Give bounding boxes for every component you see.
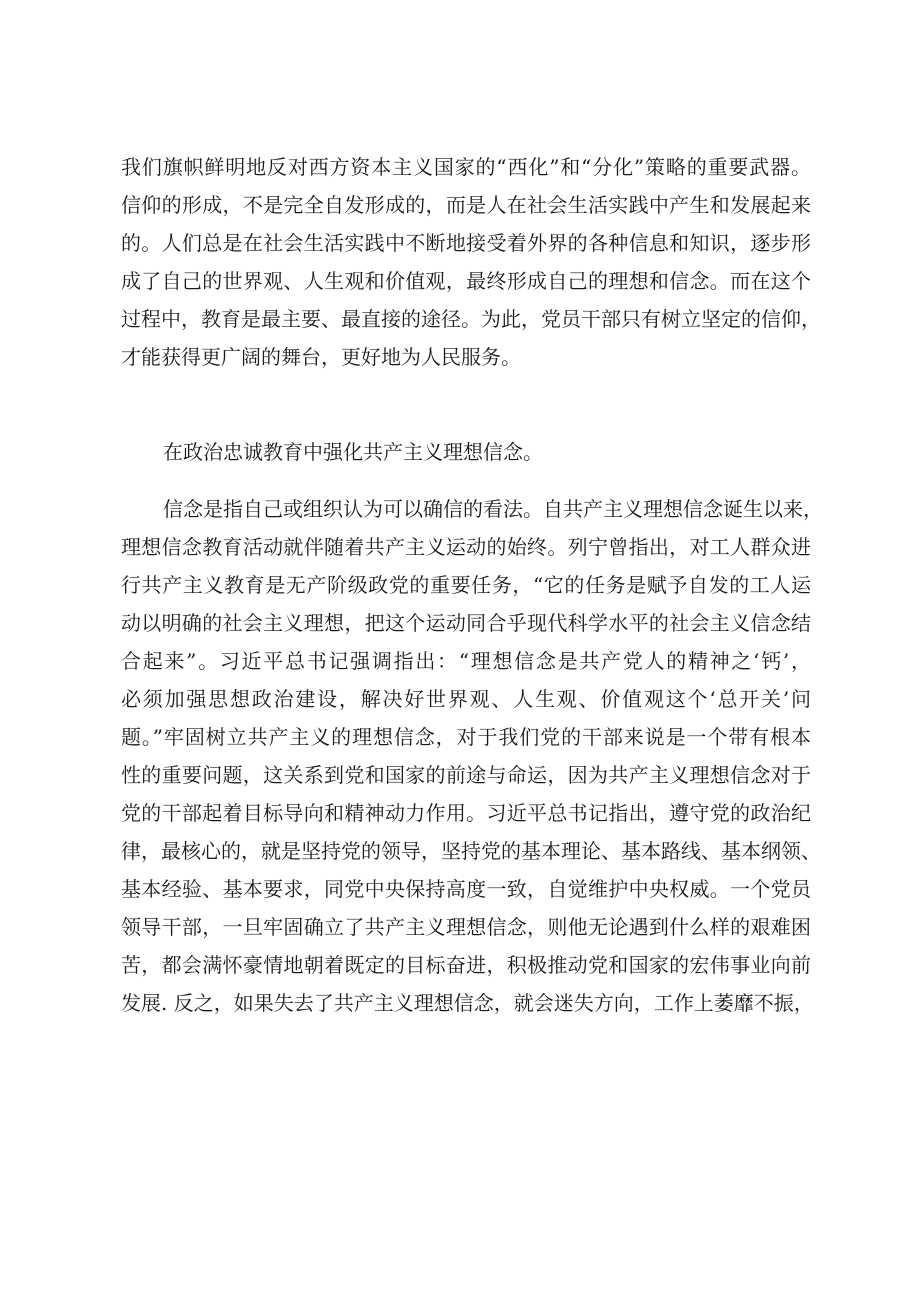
- paragraph-1: [121, 148, 821, 376]
- text-line: 理想信念教育活动就伴随着共产主义运动的始终。列宁曾指出，对工人群众进: [121, 535, 811, 559]
- text-line: 成了自己的世界观、人生观和价值观，最终形成自己的理想和信念。而在这个: [121, 269, 811, 293]
- text-line: 发展. 反之，如果失去了共产主义理想信念，就会迷失方向，工作上萎靡不振，: [121, 991, 814, 1015]
- text-line: 行共产主义教育是无产阶级政党的重要任务，“它的任务是赋予自发的工人运: [121, 573, 811, 597]
- text-line: 领导干部，一旦牢固确立了共产主义理想信念，则他无论遇到什么样的艰难困: [121, 915, 811, 939]
- text-line: 我们旗帜鲜明地反对西方资本主义国家的“西化”和“分化”策略的重要武器。: [121, 155, 811, 179]
- text-line: 基本经验、基本要求，同党中央保持高度一致，自觉维护中央权威。一个党员: [121, 877, 811, 901]
- text-line: 苦，都会满怀豪情地朝着既定的目标奋进，积极推动党和国家的宏伟事业向前: [121, 953, 811, 977]
- text-line: 信念是指自己或组织认为可以确信的看法。自共产主义理想信念诞生以来，: [163, 497, 823, 521]
- text-line: 过程中，教育是最主要、最直接的途径。为此，党员干部只有树立坚定的信仰，: [121, 307, 821, 331]
- text-line: 合起来”。习近平总书记强调指出：“理想信念是共产党人的精神之‘钙’，: [121, 649, 811, 673]
- text-line: 性的重要问题，这关系到党和国家的前途与命运，因为共产主义理想信念对于: [121, 763, 811, 787]
- text-line: 的。人们总是在社会生活实践中不断地接受着外界的各种信息和知识，逐步形: [121, 231, 811, 255]
- text-line: 动以明确的社会主义理想，把这个运动同合乎现代科学水平的社会主义信念结: [121, 611, 811, 635]
- text-line: 题。”牢固树立共产主义的理想信念，对于我们党的干部来说是一个带有根本: [121, 725, 811, 749]
- text-line: 律，最核心的，就是坚持党的领导，坚持党的基本理论、基本路线、基本纲领、: [121, 839, 821, 863]
- heading-line: 在政治忠诚教育中强化共产主义理想信念。: [163, 440, 543, 464]
- section-heading: [121, 433, 811, 471]
- text-line: 必须加强思想政治建设，解决好世界观、人生观、价值观这个‘总开关’问: [121, 687, 811, 711]
- paragraph-3: [121, 490, 823, 1022]
- text-line: 才能获得更广阔的舞台，更好地为人民服务。: [121, 345, 521, 369]
- text-line: 信仰的形成，不是完全自发形成的，而是人在社会生活实践中产生和发展起来: [121, 193, 811, 217]
- text-line: 党的干部起着目标导向和精神动力作用。习近平总书记指出，遵守党的政治纪: [121, 801, 811, 825]
